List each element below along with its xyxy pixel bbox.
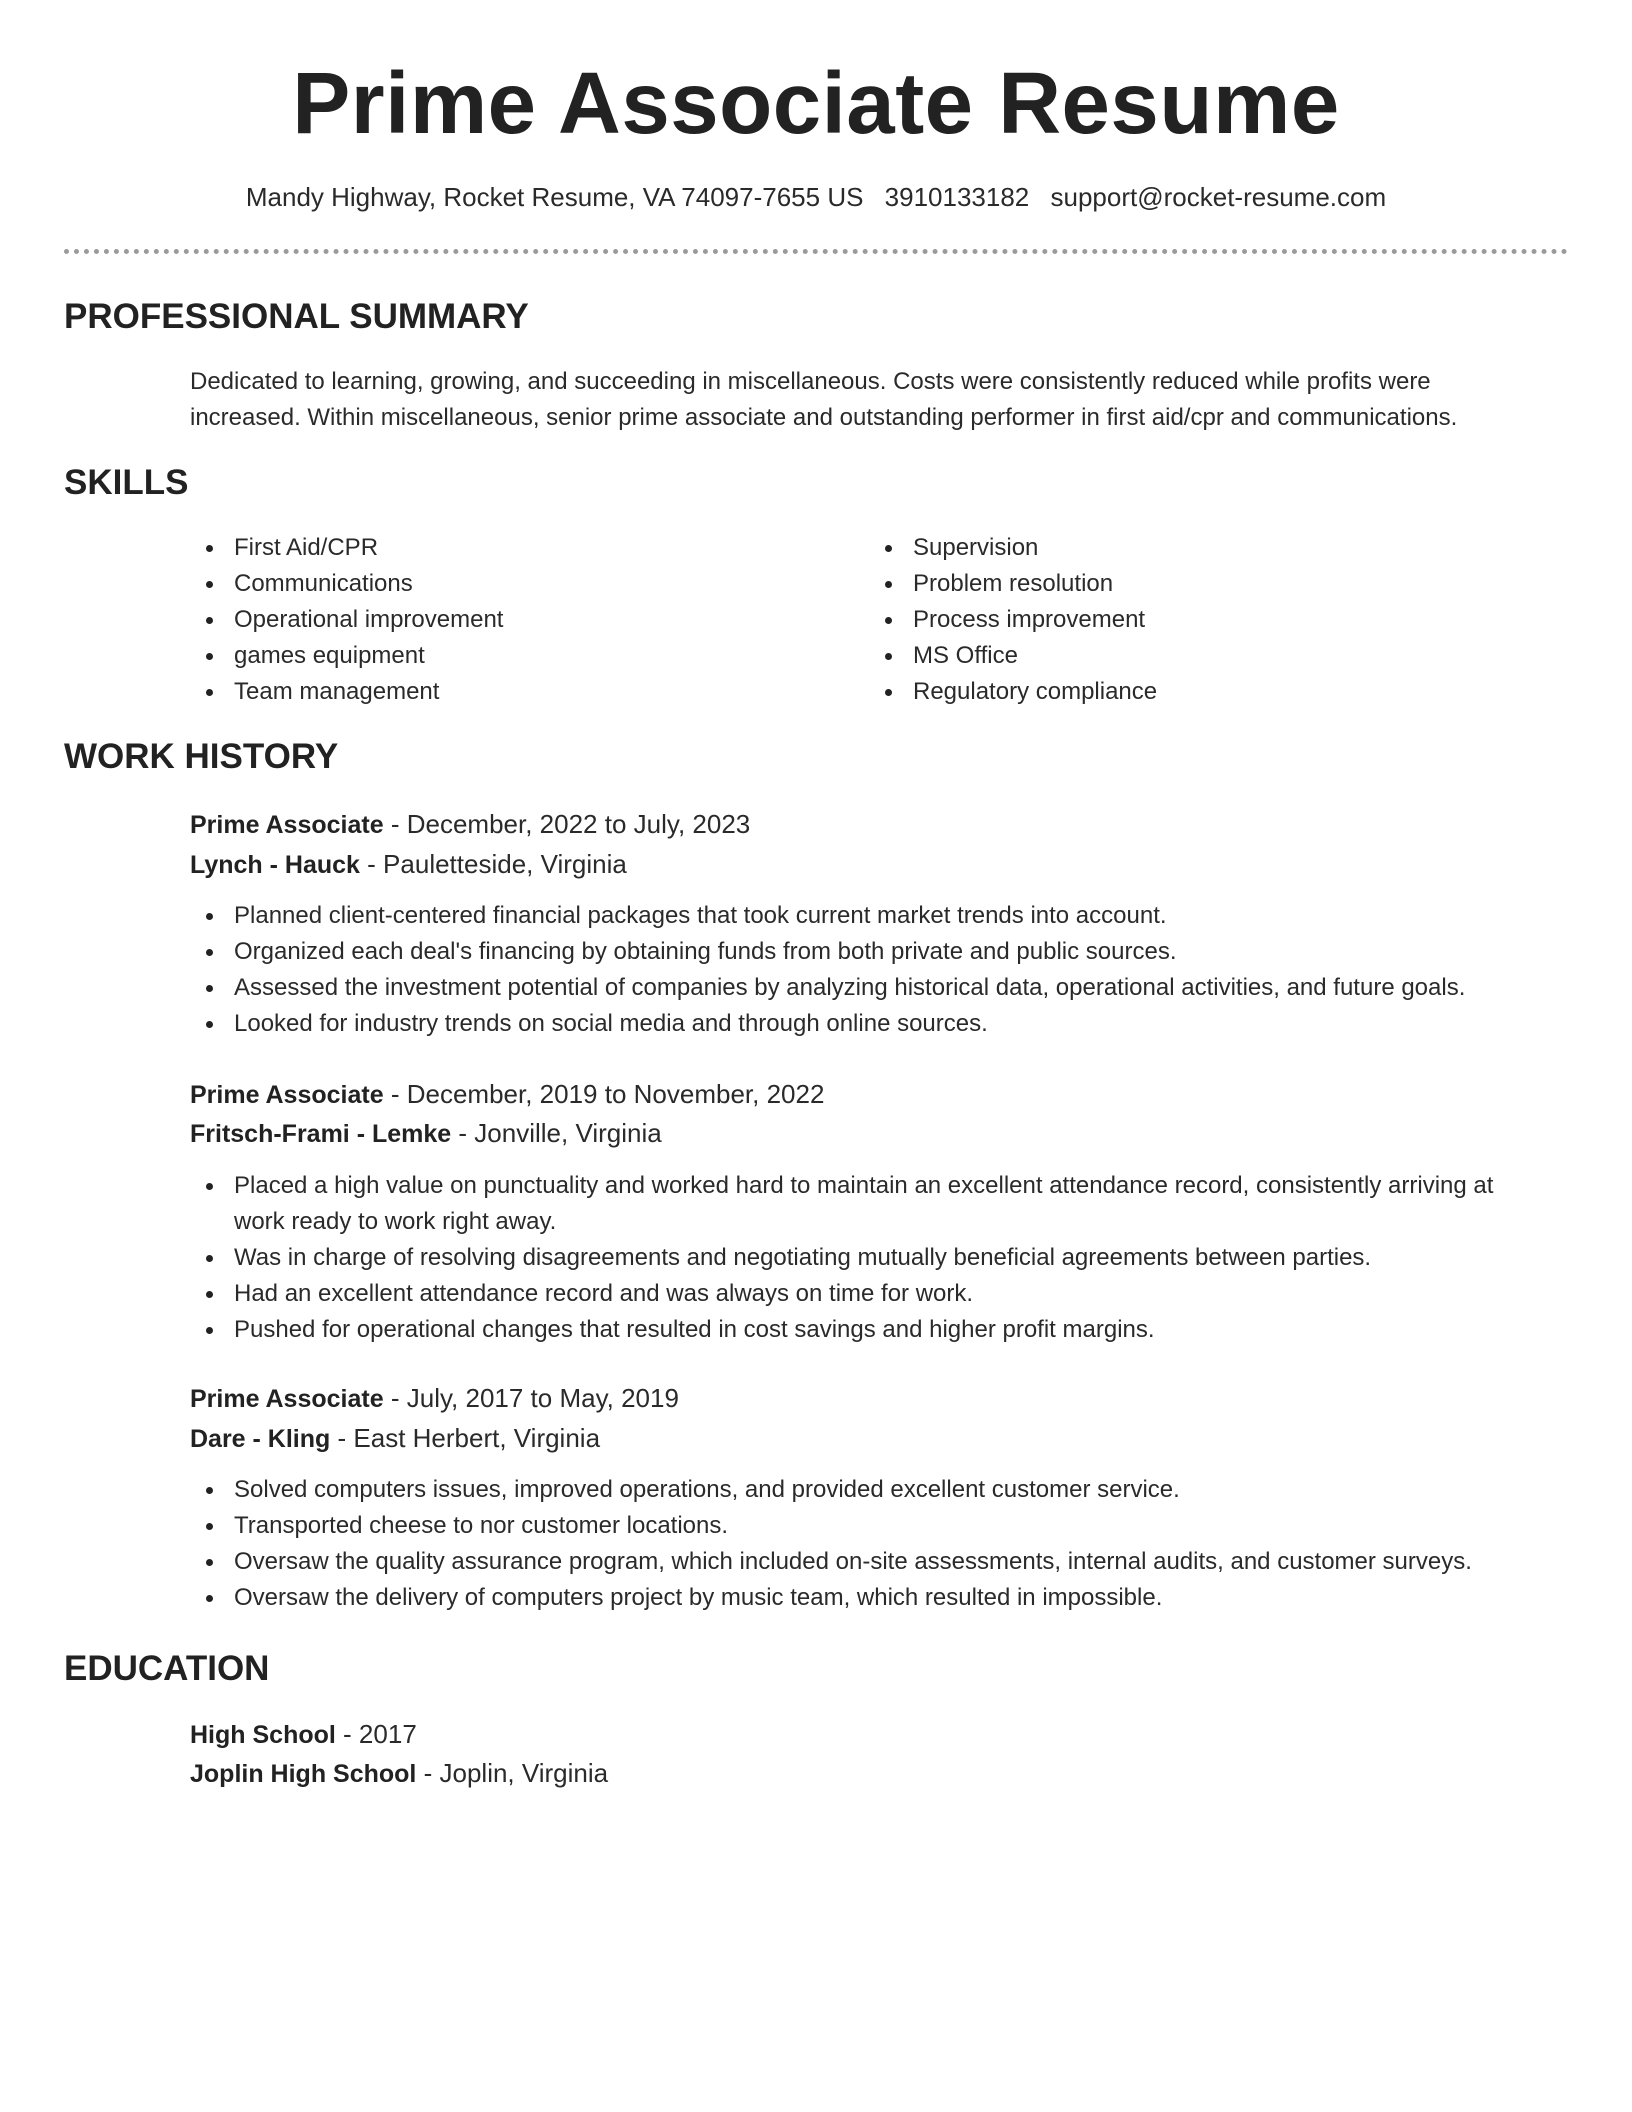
job-location: - Jonville, Virginia (451, 1118, 662, 1148)
skill-item: Communications (190, 566, 830, 602)
job-title: Prime Associate (190, 1081, 384, 1109)
job-company-line (190, 1420, 600, 1457)
education-school-line (190, 1755, 608, 1792)
job-bullet: Solved computers issues, improved operations, and provided excellent customer service. (190, 1472, 1550, 1508)
job-bullet: Placed a high value on punctuality and worked hard to maintain an excellent attendance record, consistently arriving at work ready to work right away. (190, 1168, 1550, 1240)
job-company: Lynch - Hauck (190, 851, 360, 879)
job-bullet: Pushed for operational changes that resulted in cost savings and higher profit margins. (190, 1312, 1550, 1348)
job-bullet: Was in charge of resolving disagreements and negotiating mutually beneficial agreements between parties. (190, 1240, 1550, 1276)
job-title: Prime Associate (190, 811, 384, 839)
job-title-line (190, 806, 750, 843)
resume-title: Prime Associate Resume (292, 55, 1340, 152)
summary-text: Dedicated to learning, growing, and succeeding in miscellaneous. Costs were consistently reduced while profits were increased. Within miscellaneous, senior prime associate and outstanding performer in first aid/cpr and communications. (190, 368, 1458, 431)
skill-item: Problem resolution (869, 566, 1509, 602)
job-dates: - July, 2017 to May, 2019 (383, 1383, 679, 1413)
skill-item: First Aid/CPR (190, 530, 830, 566)
skill-item: Operational improvement (190, 602, 830, 638)
job-company: Dare - Kling (190, 1425, 331, 1453)
job-bullet: Planned client-centered financial packages that took current market trends into account. (190, 898, 1550, 934)
summary-heading: PROFESSIONAL SUMMARY (64, 297, 529, 336)
skill-item: games equipment (190, 638, 830, 674)
job-title: Prime Associate (190, 1385, 384, 1413)
job-bullet: Oversaw the quality assurance program, which included on-site assessments, internal audits, and customer surveys. (190, 1544, 1550, 1580)
education-school: Joplin High School (190, 1760, 417, 1788)
contact-address: Mandy Highway, Rocket Resume, VA 74097-7655 US (245, 182, 864, 212)
job-company-line (190, 846, 627, 883)
job-location: - East Herbert, Virginia (330, 1423, 601, 1453)
job-dates: - December, 2022 to July, 2023 (383, 809, 751, 839)
skill-item: Process improvement (869, 602, 1509, 638)
job-bullet: Assessed the investment potential of companies by analyzing historical data, operational activities, and future goals. (190, 970, 1550, 1006)
job-title-line (190, 1380, 679, 1417)
skill-item: Regulatory compliance (869, 674, 1509, 710)
education-location: - Joplin, Virginia (416, 1758, 609, 1788)
skill-item: MS Office (869, 638, 1509, 674)
work-history-heading: WORK HISTORY (64, 737, 339, 776)
job-dates: - December, 2019 to November, 2022 (383, 1079, 825, 1109)
contact-email: support@rocket-resume.com (1050, 182, 1387, 212)
education-degree: High School (190, 1721, 336, 1749)
job-bullet: Organized each deal's financing by obtaining funds from both private and public sources. (190, 934, 1550, 970)
job-company-line (190, 1115, 662, 1152)
contact-info (0, 182, 1632, 213)
job-company: Fritsch-Frami - Lemke (190, 1120, 452, 1148)
job-bullet: Transported cheese to nor customer locations. (190, 1508, 1550, 1544)
job-bullet: Oversaw the delivery of computers project by music team, which resulted in impossible. (190, 1580, 1550, 1616)
job-bullet: Looked for industry trends on social media and through online sources. (190, 1006, 1550, 1042)
education-heading: EDUCATION (64, 1649, 270, 1688)
job-bullet: Had an excellent attendance record and was always on time for work. (190, 1276, 1550, 1312)
contact-phone: 3910133182 (884, 182, 1030, 212)
header-divider (64, 249, 1568, 254)
job-title-line (190, 1076, 824, 1113)
job-location: - Pauletteside, Virginia (359, 849, 627, 879)
skill-item: Supervision (869, 530, 1509, 566)
education-year: - 2017 (335, 1719, 417, 1749)
job-bullets (190, 898, 1550, 1042)
skill-item: Team management (190, 674, 830, 710)
education-degree-line (190, 1716, 417, 1753)
skills-list-right (869, 530, 1509, 710)
skills-list-left (190, 530, 830, 710)
skills-heading: SKILLS (64, 463, 189, 502)
job-bullets (190, 1168, 1550, 1348)
job-bullets (190, 1472, 1550, 1616)
